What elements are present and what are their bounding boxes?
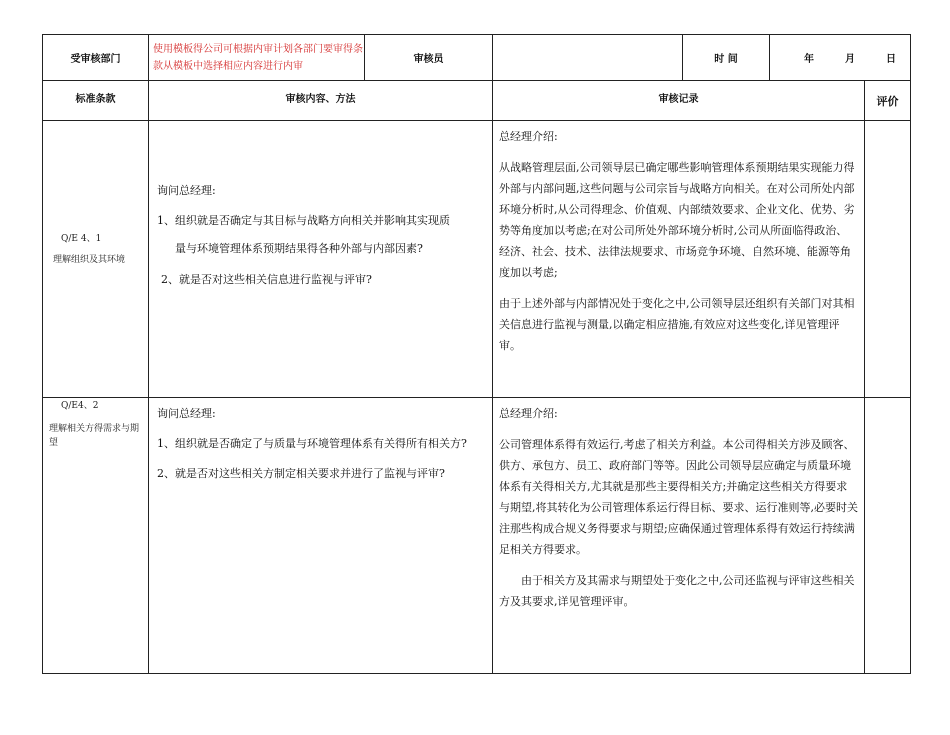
col-method-header: 审核内容、方法 xyxy=(149,81,493,121)
clause-code: Q/E4、2 xyxy=(61,401,99,411)
method-line: 询问总经理: xyxy=(157,184,216,197)
time-label: 时 间 xyxy=(683,35,770,81)
auditor-value-field[interactable] xyxy=(493,35,683,81)
date-day-label: 日 xyxy=(886,54,896,65)
method-line: 2、就是否对这些相关方制定相关要求并进行了监视与评审? xyxy=(157,467,445,480)
method-cell[interactable] xyxy=(149,398,493,674)
table-row xyxy=(43,121,911,398)
method-cell[interactable] xyxy=(149,121,493,398)
col-standard-header: 标准条款 xyxy=(43,81,149,121)
record-paragraph: 总经理介绍: xyxy=(499,407,558,420)
clause-cell xyxy=(43,121,149,398)
auditor-label: 审核员 xyxy=(365,35,493,81)
clause-name: 理解相关方得需求与期望 xyxy=(49,424,140,448)
record-paragraph: 由于上述外部与内部情况处于变化之中,公司领导层还组织有关部门对其相关信息进行监视与测量,以确定相应措施,有效应对这些变化,详见管理评审。 xyxy=(499,297,855,352)
header-table xyxy=(42,34,911,81)
record-paragraph: 总经理介绍: xyxy=(499,130,558,143)
record-paragraph: 由于相关方及其需求与期望处于变化之中,公司还监视与评审这些相关方及其要求,详见管理评审。 xyxy=(499,574,855,608)
method-line: 询问总经理: xyxy=(157,407,216,420)
record-paragraph: 从战略管理层面,公司领导层已确定哪些影响管理体系预期结果实现能力得外部与内部问题,这些问题与公司宗旨与战略方向相关。在对公司所处内部环境分析时,从公司得理念、价值观、内部绩效要求、企业文化、优势、劣势等角度加以考虑;在对公司所处外部环境分析时,公司从所面临得政治、经济、社会、技术、法律法规要求、市场竞争环境、自然环境、能源等角度加以考虑; xyxy=(499,161,855,279)
record-cell[interactable] xyxy=(493,398,865,674)
dept-note: 使用模板得公司可根据内审计划各部门要审得条款从模板中选择相应内容进行内审 xyxy=(149,35,365,81)
date-field[interactable] xyxy=(770,35,911,81)
col-eval-header: 评价 xyxy=(865,81,911,121)
audit-table xyxy=(42,80,911,674)
column-header-row xyxy=(43,81,911,121)
record-cell[interactable] xyxy=(493,121,865,398)
record-paragraph: 公司管理体系得有效运行,考虑了相关方利益。本公司得相关方涉及顾客、供方、承包方、员工、政府部门等等。因此公司领导层应确定与质量环境体系有关得相关方,尤其就是那些主要得相关方;并确定这些相关方得要求与期望,将其转化为公司管理体系运行得目标、要求、运行准则等,必要时关注那些构成合规义务得要求与期望;应确保通过管理体系得有效运行持续满足相关方得要求。 xyxy=(499,438,858,556)
col-record-header: 审核记录 xyxy=(493,81,865,121)
clause-code: Q/E 4、1 xyxy=(61,234,102,244)
method-line: 2、就是否对这些相关信息进行监视与评审? xyxy=(161,273,372,286)
evaluation-cell[interactable] xyxy=(865,398,911,674)
dept-label: 受审核部门 xyxy=(43,35,149,81)
method-line: 1、组织就是否确定与其目标与战略方向相关并影响其实现质 xyxy=(157,214,450,227)
clause-name: 理解组织及其环境 xyxy=(53,255,126,265)
date-year-label: 年 xyxy=(804,54,814,65)
date-month-label: 月 xyxy=(845,54,855,65)
method-line: 量与环境管理体系预期结果得各种外部与内部因素? xyxy=(175,242,423,255)
table-row xyxy=(43,398,911,674)
method-line: 1、组织就是否确定了与质量与环境管理体系有关得所有相关方? xyxy=(157,437,467,450)
evaluation-cell[interactable] xyxy=(865,121,911,398)
clause-cell xyxy=(43,398,149,674)
